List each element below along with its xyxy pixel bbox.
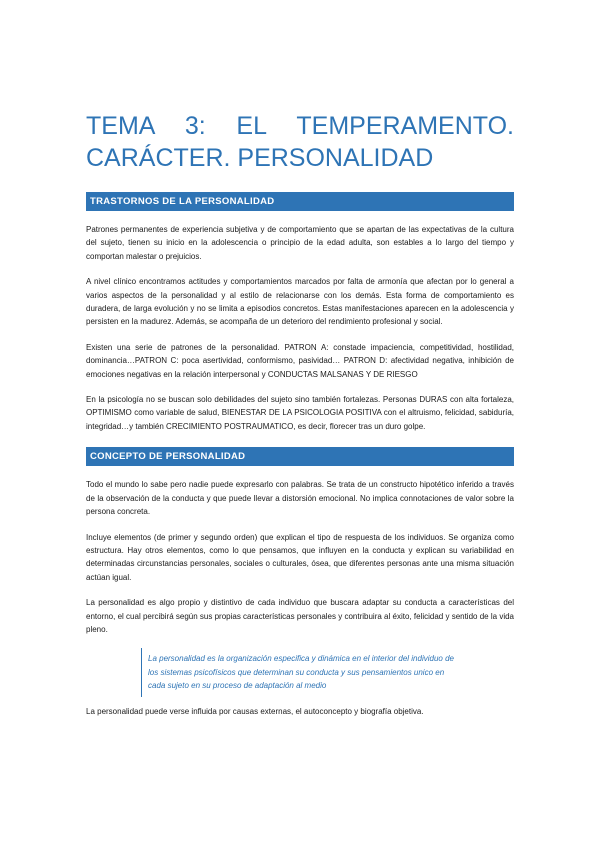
paragraph: Patrones permanentes de experiencia subjetiva y de comportamiento que se apartan de las expectativas de la cultura del sujeto, tienen su inicio en la adolescencia o principio de la edad adulta, son estables a lo largo del tiempo y comportan malestar o prejuicios. [86,225,514,261]
paragraph: Incluye elementos (de primer y segundo orden) que explican el tipo de respuesta de los individuos. Se organiza como estructura. Hay otros elementos, como lo que pensamos, que influyen en la conducta y explican su variabilidad en determinadas circunstancias personales, sociales o culturales, ósea, que diferentes personas ante una misma situación actúan igual. [86,532,514,582]
page-content [86,110,514,718]
paragraph: Existen una serie de patrones de la personalidad. PATRON A: constade impaciencia, competitividad, hostilidad, dominancia…PATRON C: poca asertividad, conformismo, pasividad… PATRON D: afectividad negativa, inhibición de emociones negativas en la relación interpersonal y CONDUCTAS MALSANAS Y DE RIESGO [86,342,514,379]
section-header-trastornos: TRASTORNOS DE LA PERSONALIDAD [86,192,514,211]
paragraph: Todo el mundo lo sabe pero nadie puede expresarlo con palabras. Se trata de un constructo hipotético inferido a través de la observación de la conducta y que puede llevar a distorsión emocional. No implica connotaciones de valor sobre la persona concreta. [86,480,514,517]
closing-paragraph: La personalidad puede verse influida por causas externas, el autoconcepto y biografía objetiva. [86,706,424,716]
title-line-2: CARÁCTER. PERSONALIDAD [86,144,434,172]
page-title [86,110,514,174]
title-line-1: TEMA 3: EL TEMPERAMENTO. [86,112,514,140]
paragraph: En la psicología no se buscan solo debilidades del sujeto sino también fortalezas. Personas DURAS con alta fortaleza, OPTIMISMO como variable de salud, BIENESTAR DE LA PSICOLOGIA POSITIVA con el altruismo, felicidad, sabiduría, integridad…y también CRECIMIENTO POSTRAUMATICO, es decir, florecer tras un duro golpe. [86,395,514,431]
section-header-concepto: CONCEPTO DE PERSONALIDAD [86,447,514,466]
paragraph: La personalidad es algo propio y distintivo de cada individuo que buscara adaptar su conducta a características del entorno, el cual percibirá según sus propias características personales y contribuira al éxito, felicidad y sentido de la vida pleno. [86,598,514,634]
paragraph: A nivel clínico encontramos actitudes y comportamientos marcados por falta de armonía que afectan por lo general a varios aspectos de la personalidad y al estilo de relacionarse con los demás. Esta forma de comportamiento es duradera, de larga evolución y no se limita a episodios concretos. Estas manifestaciones aparecen en la adolescencia y persisten en la madurez. Además, se acompaña de un deterioro del rendimiento profesional y social. [86,277,514,327]
definition-quote: La personalidad es la organización especifica y dinámica en el interior del individuo de los sistemas psicofísicos que determinan su conducta y sus pensamientos unico en cada sujeto en su proceso de adaptación al medio [141,648,461,696]
